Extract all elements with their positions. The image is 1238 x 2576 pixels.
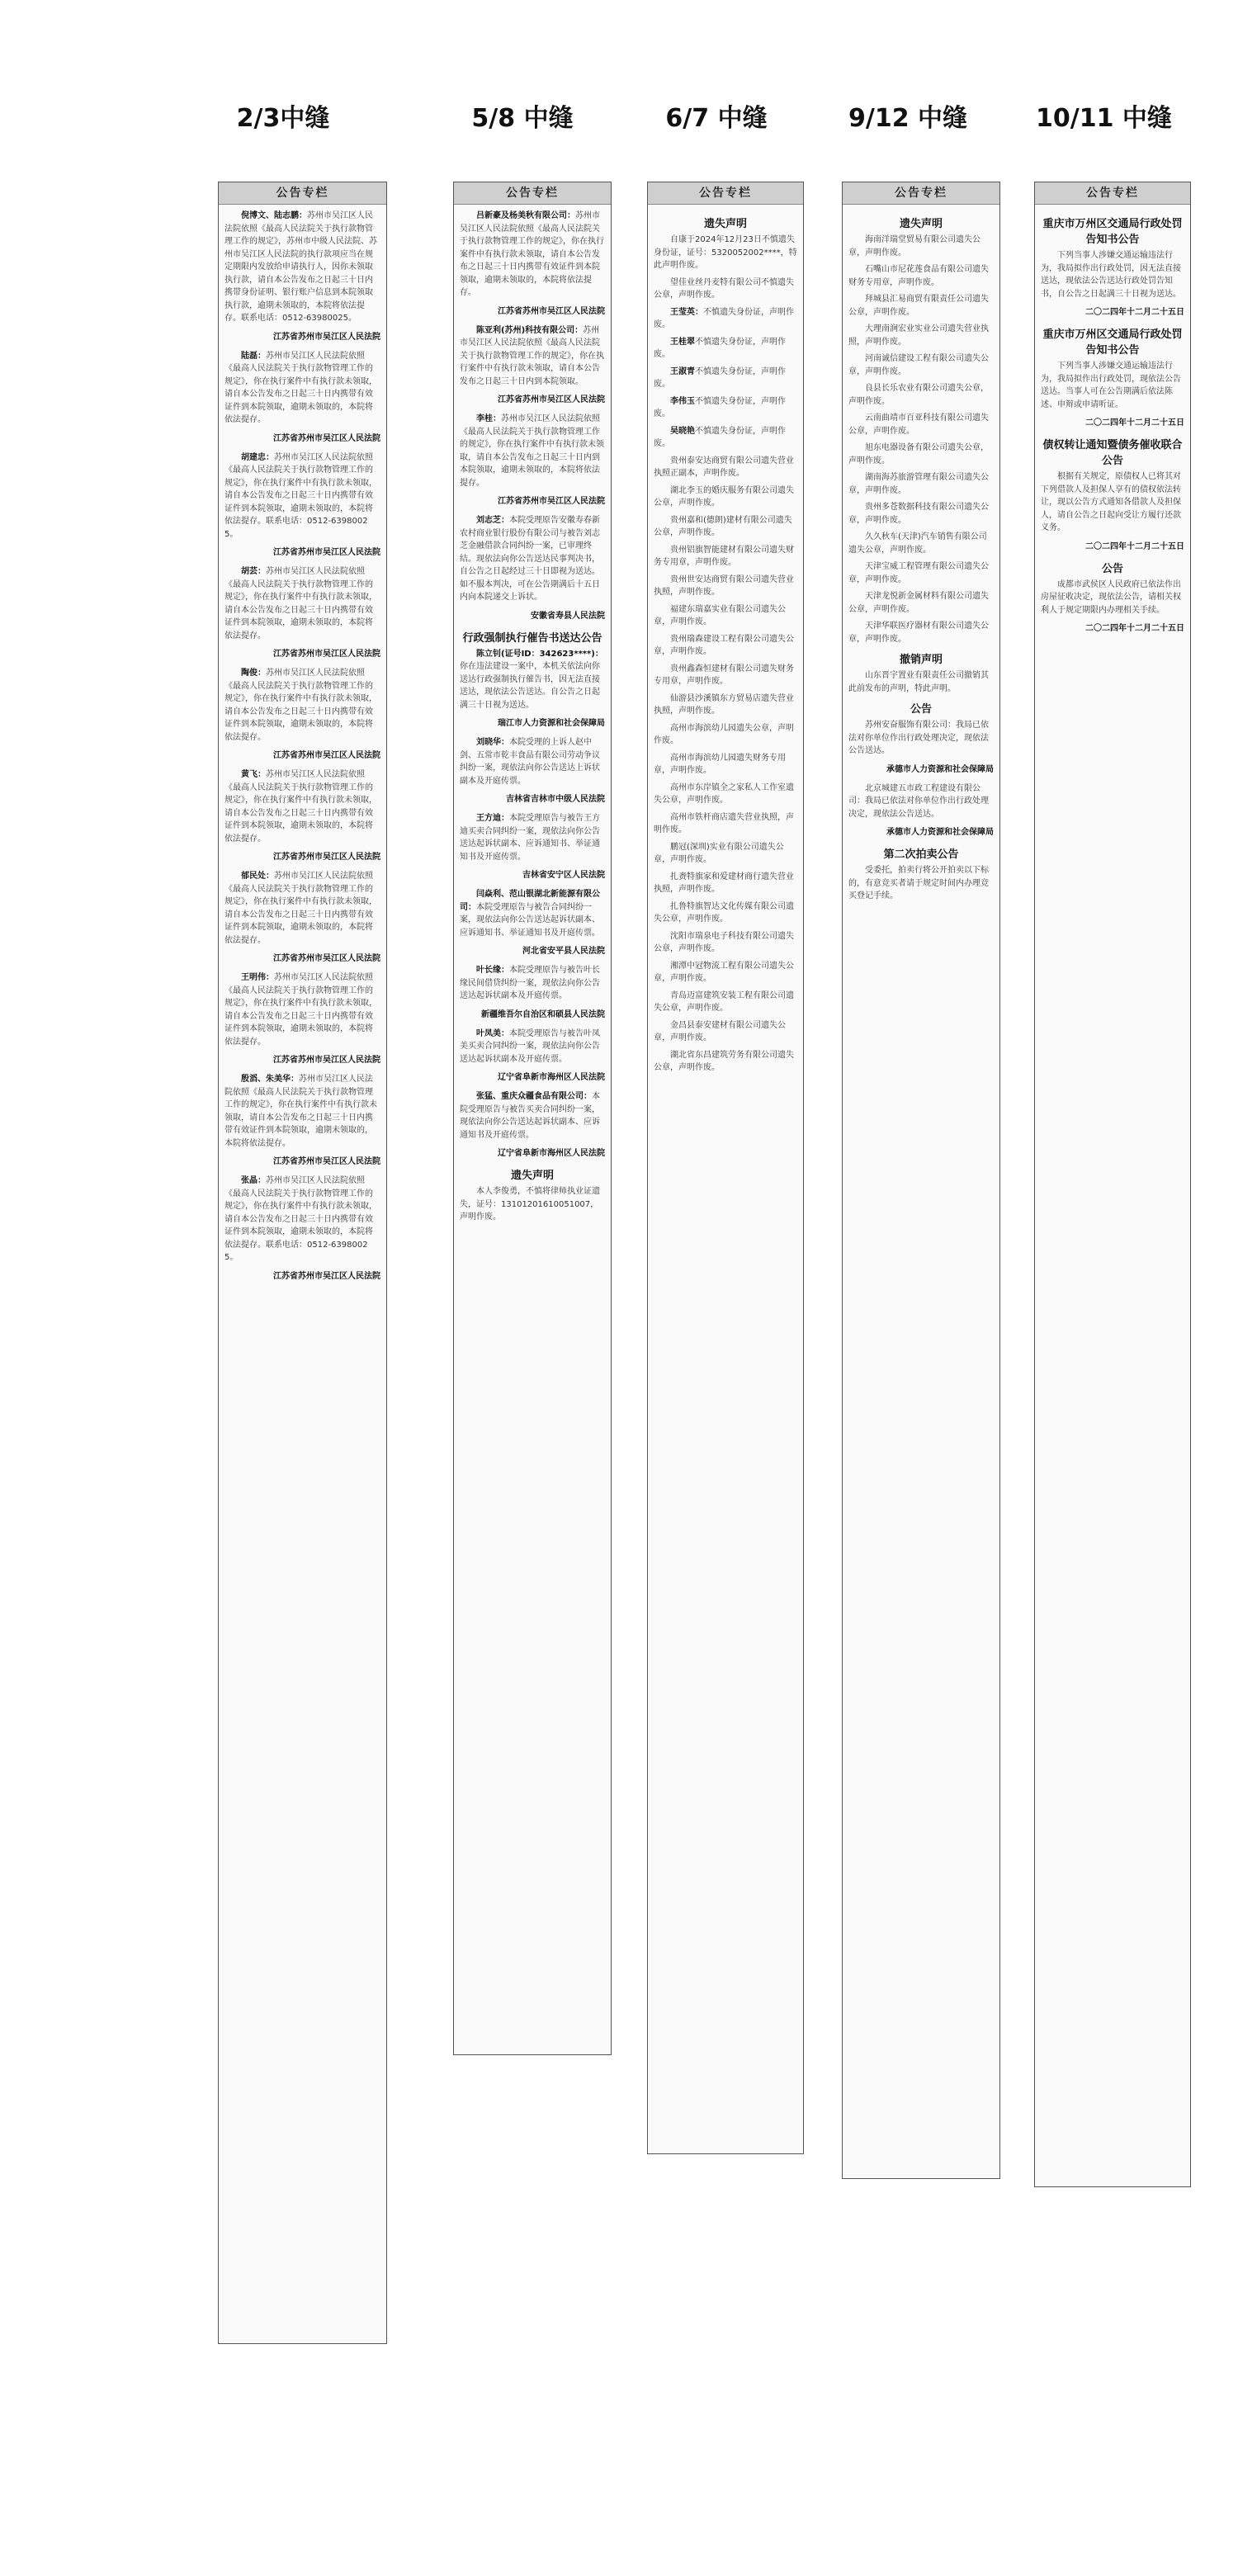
notice-text: 受委托，拍卖行将公开拍卖以下标的，有意竞买者请于规定时间内办理竞买登记手续。 [848,866,989,900]
section-title: 重庆市万州区交通局行政处罚告知书公告 [1042,328,1183,357]
notice-addressee: 陈亚利(苏州)科技有限公司： [476,325,584,335]
notice-addressee: 胡芸： [241,567,266,576]
notice-text: 苏州市吴江区人民法院依照《最高人民法院关于执行款物管理工作的规定》，你在执行案件中有执行款未领取，请自本公告发布之日起三十日内携带有效证件到本院领取，逾期未领取的，本院将依法提存。 [224,770,377,844]
notice-text: 海南洋瑞堂贸易有限公司遗失公章，声明作废。 [848,235,980,258]
notice-text: 湘潭中冠物流工程有限公司遗失公章，声明作废。 [654,961,794,983]
strip-header: 公告专栏 [454,182,611,205]
notice-signature: 江苏省苏州市吴江区人民法院 [273,650,380,659]
notice-text: 沈阳市瑞泉电子科技有限公司遗失公章，声明作废。 [654,931,794,953]
notice-paragraph [654,960,797,985]
notice-addressee: 叶凤美： [476,1028,509,1038]
notice-addressee: 王淑青 [670,366,695,376]
notice-paragraph [848,590,994,616]
section-title: 公告 [1101,562,1123,575]
column-title: 10/11 中缝 [1036,104,1172,133]
strip-header: 公告专栏 [1035,182,1190,205]
notice-text: 贵州嘉和(德朗)建材有限公司遗失公章，声明作废。 [654,515,792,537]
notice-signature: 江苏省苏州市吴江区人民法院 [273,1157,380,1166]
notice-paragraph [1041,249,1184,300]
notice-paragraph [1041,470,1184,535]
notice-paragraph [848,669,994,695]
section-title: 行政强制执行催告书送达公告 [462,631,602,645]
notice-paragraph [848,501,994,527]
notice-paragraph [654,234,797,272]
notice-text: 良县长乐农业有限公司遗失公章，声明作废。 [848,384,989,406]
notice-text: 下列当事人涉嫌交通运输违法行为，我局拟作出行政处罚，现依法公告送达。当事人可在公告期满后依法陈述、申辩或申请听证。 [1041,362,1181,409]
notice-paragraph [654,930,797,956]
notice-paragraph [848,382,994,408]
notice-text: 河南诚信建设工程有限公司遗失公章，声明作废。 [848,354,989,376]
notice-signature: 江苏省苏州市吴江区人民法院 [273,1056,380,1065]
notice-addressee: 胡建忠： [241,452,274,462]
strip-body [843,205,999,912]
notice-addressee: 刘志芝： [476,516,509,525]
notice-paragraph [460,1185,605,1224]
notice-paragraph [654,574,797,599]
notice-addressee: 王莹英： [670,307,703,317]
notice-signature: 江苏省苏州市吴江区人民法院 [273,1271,380,1281]
notice-addressee: 叶长缘： [476,966,509,975]
notice-signature: 二〇二四年十二月二十五日 [1085,624,1184,633]
notice-addressee: 刘晓华： [476,738,509,747]
notice-paragraph [654,395,797,421]
notice-text: 湖北李玉的婚庆服务有限公司遗失公章，声明作废。 [654,485,794,508]
notice-paragraph [654,425,797,451]
notice-paragraph [654,1019,797,1045]
notice-paragraph [460,324,605,389]
notice-text: 苏州市吴江区人民法院依照《最高人民法院关于执行款物管理工作的规定》，你在执行案件中有执行款未领取，请自本公告发布之日起三十日内携带有效证件到本院领取，逾期未领取的，本院将依法提存。 [224,872,377,945]
notice-paragraph [654,663,797,688]
notice-paragraph [654,722,797,748]
notice-paragraph [848,864,994,903]
notice-text: 扎赉特旗家和爱建材商行遗失营业执照，声明作废。 [654,872,794,894]
notice-paragraph [460,1028,605,1066]
notice-text: 青岛迈富建筑安装工程有限公司遗失公章，声明作废。 [654,990,794,1013]
notice-signature: 江苏省苏州市吴江区人民法院 [273,751,380,760]
notice-text: 本院受理原告与被告叶长缘民间借贷纠纷一案，现依法向你公告送达起诉状副本及开庭传票。 [460,966,600,1000]
notice-paragraph [224,667,380,744]
notice-paragraph [654,900,797,926]
strip-body [648,205,803,1084]
notice-paragraph [654,336,797,362]
notice-paragraph [460,413,605,489]
notice-paragraph [654,782,797,807]
notice-signature: 二〇二四年十二月二十五日 [1085,418,1184,428]
notice-text: 本院受理原告与被告买卖合同纠纷一案，现依法向你公告送达起诉状副本、应诉通知书及开庭传票。 [460,1092,600,1140]
notice-text: 苏州安奋服饰有限公司：我局已依法对你单位作出行政处理决定，现依法公告送达。 [848,721,989,755]
notice-paragraph [224,971,380,1048]
notice-paragraph [654,692,797,718]
notice-signature: 二〇二四年十二月二十五日 [1085,541,1184,551]
notice-strip [218,182,387,2344]
notice-addressee: 殷滔、朱美华： [241,1075,299,1084]
notice-text: 贵州多苍数据科技有限公司遗失公章，声明作废。 [848,503,989,525]
notice-addressee: 王方迪： [476,814,509,823]
notice-signature: 江苏省苏州市吴江区人民法院 [273,954,380,963]
notice-text: 石嘴山市尼花莲食品有限公司遗失财务专用章，声明作废。 [848,265,989,287]
notice-text: 本院受理原告与被告王方迪买卖合同纠纷一案，现依法向你公告送达起诉状副本、应诉通知书、举证通知书及开庭传票。 [460,814,600,862]
notice-paragraph [848,471,994,497]
notice-addressee: 张猛、重庆众疆食品有限公司： [476,1092,592,1101]
section-title: 债权转让通知暨债务催收联合公告 [1042,439,1183,467]
notice-text: 苏州市吴江区人民法院依照《最高人民法院关于执行款物管理工作的规定》，你在执行案件中有执行款未领取，请自本公告发布之日起三十日内携带有效证件到本院领取，逾期未领取的，本院将依法提存。 [460,211,604,297]
strip-body [1035,205,1190,646]
column-title: 6/7 中缝 [665,104,768,133]
notice-signature: 新疆维吾尔自治区和硕县人民法院 [481,1009,605,1019]
notice-signature: 江苏省苏州市吴江区人民法院 [498,497,605,506]
notice-text: 不慎遗失身份证，声明作废。 [654,426,786,448]
notice-text: 不慎遗失身份证，声明作废。 [654,366,786,389]
notice-paragraph [654,633,797,659]
notice-addressee: 吕新豪及杨美秋有限公司： [476,211,575,220]
notice-paragraph [224,1073,380,1150]
notice-text: 不慎遗失身份证，声明作废。 [654,307,794,329]
strip-header: 公告专栏 [843,182,999,205]
section-title: 撤销声明 [899,654,943,666]
notice-signature: 江苏省苏州市吴江区人民法院 [273,332,380,342]
notice-paragraph [848,234,994,259]
notice-paragraph [654,366,797,391]
notice-paragraph [654,990,797,1015]
notice-addressee: 郁民处： [241,872,274,881]
notice-addressee: 王桂翠 [670,337,695,347]
notice-text: 高州市铁杆商店遗失营业执照，声明作废。 [654,812,794,834]
notice-text: 本人李俊勇，不慎将律师执业证遗失，证号：13101201610051007，声明作废。 [460,1187,600,1222]
notice-paragraph [654,752,797,778]
notice-text: 贵州泰安达商贸有限公司遗失营业执照正副本，声明作废。 [654,456,794,478]
notice-paragraph [224,768,380,845]
notice-signature: 河北省安平县人民法院 [522,947,605,956]
notice-signature: 承德市人力资源和社会保障局 [886,828,994,837]
notice-addressee: 王明伟： [241,973,274,982]
notice-paragraph [848,719,994,758]
notice-paragraph [224,565,380,642]
notice-text: 苏州市吴江区人民法院依照《最高人民法院关于执行款物管理工作的规定》，你在执行案件中有执行款未领取，请自本公告发布之日起三十日内携带有效证件到本院领取，逾期未领取的，本院将依法提存。 [224,669,377,742]
notice-text: 苏州市吴江区人民法院依照《最高人民法院关于执行款物管理工作的规定》，你在执行案件中有执行款未领取，请自本公告发布之日起三十日内到本院领取，逾期未领取的，本院将依法提存。 [460,414,604,488]
notice-paragraph [654,841,797,867]
notice-text: 金昌县泰安建材有限公司遗失公章，声明作废。 [654,1020,786,1042]
notice-addressee: 陆磊： [241,351,266,361]
notice-text: 贵州世安达商贸有限公司遗失营业执照，声明作废。 [654,574,794,597]
notice-paragraph [848,352,994,378]
notice-signature: 吉林省吉林市中级人民法院 [506,795,605,804]
notice-text: 本院受理原告安徽寿春新农村商业银行股份有限公司与被告刘志芝金融借款合同纠纷一案，已审理终结。现依法向你公告送达民事判决书，自公告之日起经过三十日即视为送达。如不服本判决，可在公告期满后十五日内向本院递交上诉状。 [460,516,600,602]
notice-text: 天津宝威工程管理有限公司遗失公章，声明作废。 [848,562,989,584]
notice-paragraph [460,210,605,300]
column-title: 2/3中缝 [236,104,330,133]
notice-text: 苏州市吴江区人民法院依照《最高人民法院关于执行款物管理工作的规定》，你在执行案件中有执行款未领取，请自本公告发布之日起三十日内携带有效证件到本院领取，逾期未领取的，本院将依法提存。联系电话：0512-63980025。 [224,1176,377,1262]
notice-signature: 江苏省苏州市吴江区人民法院 [273,853,380,862]
notice-text: 本院受理原告与被告叶凤美买卖合同纠纷一案，现依法向你公告送达起诉状副本及开庭传票。 [460,1028,600,1064]
notice-paragraph [654,484,797,510]
notice-text: 天津华联医疗器材有限公司遗失公章，声明作废。 [848,622,989,644]
notice-paragraph [224,350,380,427]
notice-paragraph [848,293,994,319]
notice-text: 苏州市吴江区人民法院依照《最高人民法院关于执行款物管理工作的规定》，苏州市中级人民法院、苏州市吴江区人民法院的执行款项应当在规定期限内发放给申请执行人，因你未领取执行款，请自本公告发布之日起三十日内携带身份证明、银行账户信息到本院领取执行款，逾期未领取的，本院将依法提存。联系电话：0512-63980025。 [224,211,377,323]
notice-addressee: 吴晓艳 [670,426,695,436]
notice-text: 山东晋宇置业有限责任公司撤销其此前发布的声明，特此声明。 [848,671,989,693]
notice-signature: 辽宁省阜新市海州区人民法院 [498,1149,605,1158]
notice-text: 仙游县沙溪镇东方贸易店遗失营业执照，声明作废。 [654,693,794,716]
notice-text: 本院受理原告与被告合同纠纷一案，现依法向你公告送达起诉状副本、应诉通知书、举证通知书及开庭传票。 [460,902,600,938]
notice-text: 扎鲁特旗智达文化传媒有限公司遗失公章，声明作废。 [654,901,794,924]
notice-signature: 瑞江市人力资源和社会保障局 [498,719,605,728]
notice-text: 贵州鑫森恒建材有限公司遗失财务专用章，声明作废。 [654,664,794,686]
notice-strip [453,182,612,2055]
notice-text: 望佳业丝丹麦特有限公司不慎遗失公章，声明作废。 [654,277,794,300]
notice-paragraph [654,455,797,480]
notice-text: 大理南涧宏业实业公司遗失营业执照，声明作废。 [848,324,989,347]
notice-paragraph [848,620,994,645]
notice-text: 贵州铝旗智能建材有限公司遗失财务专用章，声明作废。 [654,545,794,567]
notice-text: 你在违法建设一案中，本机关依法向你送达行政强制执行催告书，因无法直接送达，现依法公告送达。自公告之日起满三十日视为送达。 [460,662,600,710]
notice-paragraph [848,263,994,289]
column-title: 9/12 中缝 [848,104,968,133]
notice-text: 久久秋车(天津)汽车销售有限公司遗失公章，声明作废。 [848,532,987,555]
notice-text: 根据有关规定，原债权人已将其对下列借款人及担保人享有的债权依法转让，现以公告方式通知各借款人及担保人，请自公告之日起向受让方履行还款义务。 [1041,472,1181,532]
notice-signature: 江苏省苏州市吴江区人民法院 [273,548,380,557]
notice-paragraph [224,870,380,947]
strip-body [219,205,386,1294]
notice-text: 高州市海滨幼儿园遗失财务专用章，声明作废。 [654,753,786,775]
notice-text: 贵州瑞森建设工程有限公司遗失公章，声明作废。 [654,634,794,656]
section-title: 第二次拍卖公告 [883,848,959,861]
notice-text: 下列当事人涉嫌交通运输违法行为，我局拟作出行政处罚，因无法直接送达，现依法公告送达行政处罚告知书，自公告之日起满三十日视为送达。 [1041,251,1181,299]
notice-text: 苏州市吴江区人民法院依照《最高人民法院关于执行款物管理工作的规定》，你在执行案件中有执行款未领取，请自本公告发布之日起三十日内到本院领取。 [460,325,604,386]
notice-text: 云南曲靖市百亚科技有限公司遗失公章，声明作废。 [848,414,989,436]
notice-text: 北京城建五市政工程建设有限公司：我局已依法对你单位作出行政处理决定，现依法公告送达。 [848,783,989,819]
notice-paragraph [848,323,994,348]
notice-text: 不慎遗失身份证，声明作废。 [654,337,786,359]
notice-text: 旭东电器设备有限公司遗失公章，声明作废。 [848,443,989,466]
notice-paragraph [654,514,797,540]
notice-text: 不慎遗失身份证，声明作废。 [654,396,786,418]
column-title: 5/8 中缝 [471,104,574,133]
notice-paragraph [654,871,797,896]
notice-text: 鹏冠(深圳)实业有限公司遗失公章，声明作废。 [654,842,784,864]
notice-text: 湖南海苏旅游管理有限公司遗失公章，声明作废。 [848,473,989,495]
notice-paragraph [848,531,994,556]
notice-paragraph [654,277,797,302]
notice-text: 高州市东岸镇全之家私人工作室遗失公章，声明作废。 [654,782,794,805]
notice-paragraph [848,560,994,586]
strip-header: 公告专栏 [219,182,386,205]
notice-text: 湖北省东昌建筑劳务有限公司遗失公章，声明作废。 [654,1050,794,1072]
section-title: 遗失声明 [899,218,943,230]
notice-text: 拜城县汇易商贸有限责任公司遗失公章，声明作废。 [848,295,989,317]
notice-text: 天津龙悦新金属材料有限公司遗失公章，声明作废。 [848,592,989,614]
notice-paragraph [224,1175,380,1264]
notice-paragraph [460,1090,605,1141]
strip-body [454,205,611,1233]
notice-signature: 承德市人力资源和社会保障局 [886,764,994,774]
section-title: 遗失声明 [703,218,747,230]
notice-paragraph [654,603,797,629]
notice-addressee: 陶俊： [241,669,266,678]
notice-paragraph [460,812,605,863]
notice-addressee: 闫焱利、范山银湖北新能源有限公司： [460,890,600,912]
notice-text: 自康于2024年12月23日不慎遗失身份证，证号：5320052002****，特此声明作废。 [654,235,797,270]
notice-text: 本院受理的上诉人赵中剑、五常市乾丰食品有限公司劳动争议纠纷一案，现依法向你公告送达上诉状副本及开庭传票。 [460,738,600,786]
notice-signature: 安徽省寿县人民法院 [531,611,605,621]
notice-strip [647,182,804,2154]
notice-paragraph [224,210,380,325]
notice-paragraph [654,306,797,332]
notice-paragraph [460,648,605,712]
notice-addressee: 李桂： [476,414,501,423]
notice-paragraph [460,514,605,604]
section-title: 重庆市万州区交通局行政处罚告知书公告 [1042,218,1183,246]
notice-text: 苏州市吴江区人民法院依照《最高人民法院关于执行款物管理工作的规定》，你在执行案件中有执行款未领取，请自本公告发布之日起三十日内携带有效证件到本院领取，逾期未领取的，本院将依法提存。 [224,567,377,640]
notice-paragraph [848,412,994,437]
notice-addressee: 黄飞： [241,770,266,779]
notice-paragraph [654,811,797,837]
notice-paragraph [224,451,380,541]
notice-addressee: 倪博文、陆志鹏： [241,211,307,220]
notice-text: 福建东瑞嘉实业有限公司遗失公章，声明作废。 [654,604,786,626]
notice-strip [1034,182,1191,2187]
notice-signature: 江苏省苏州市吴江区人民法院 [273,433,380,443]
notice-paragraph [654,1049,797,1075]
notice-signature: 二〇二四年十二月二十五日 [1085,308,1184,317]
notice-signature: 辽宁省阜新市海州区人民法院 [498,1073,605,1082]
notice-text: 苏州市吴江区人民法院依照《最高人民法院关于执行款物管理工作的规定》，你在执行案件中有执行款未领取，请自本公告发布之日起三十日内携带有效证件到本院领取，逾期未领取的，本院将依法提存。 [224,1075,377,1148]
notice-paragraph [848,782,994,821]
notice-addressee: 李伟玉 [670,396,695,406]
section-title: 遗失声明 [510,1170,554,1182]
notice-paragraph [460,964,605,1003]
notice-paragraph [460,736,605,787]
notice-signature: 吉林省安宁区人民法院 [522,871,605,880]
notice-strip [842,182,1000,2179]
notice-text: 苏州市吴江区人民法院依照《最高人民法院关于执行款物管理工作的规定》，你在执行案件中有执行款未领取，请自本公告发布之日起三十日内携带有效证件到本院领取，逾期未领取的，本院将依法提存。 [224,973,377,1047]
notice-paragraph [460,888,605,939]
notice-addressee: 张晶： [241,1176,266,1185]
notice-text: 高州市海滨幼儿园遗失公章，声明作废。 [654,723,794,745]
notice-addressee: 陈立钊(证号ID：342623****)： [476,649,603,659]
strip-header: 公告专栏 [648,182,803,205]
notice-text: 苏州市吴江区人民法院依照《最高人民法院关于执行款物管理工作的规定》，你在执行案件中有执行款未领取，请自本公告发布之日起三十日内携带有效证件到本院领取，逾期未领取的，本院将依法提存。 [224,351,377,424]
notice-paragraph [654,544,797,570]
notice-text: 苏州市吴江区人民法院依照《最高人民法院关于执行款物管理工作的规定》，你在执行案件中有执行款未领取，请自本公告发布之日起三十日内携带有效证件到本院领取，逾期未领取的，本院将依法提存。联系电话：0512-63980025。 [224,452,377,539]
notice-text: 成都市武侯区人民政府已依法作出房屋征收决定，现依法公告，请相关权利人于规定期限内办理相关手续。 [1041,579,1181,615]
notice-signature: 江苏省苏州市吴江区人民法院 [498,306,605,316]
notice-signature: 江苏省苏州市吴江区人民法院 [498,395,605,404]
section-title: 公告 [910,703,932,716]
notice-paragraph [1041,360,1184,411]
notice-paragraph [1041,579,1184,617]
notice-paragraph [848,442,994,467]
